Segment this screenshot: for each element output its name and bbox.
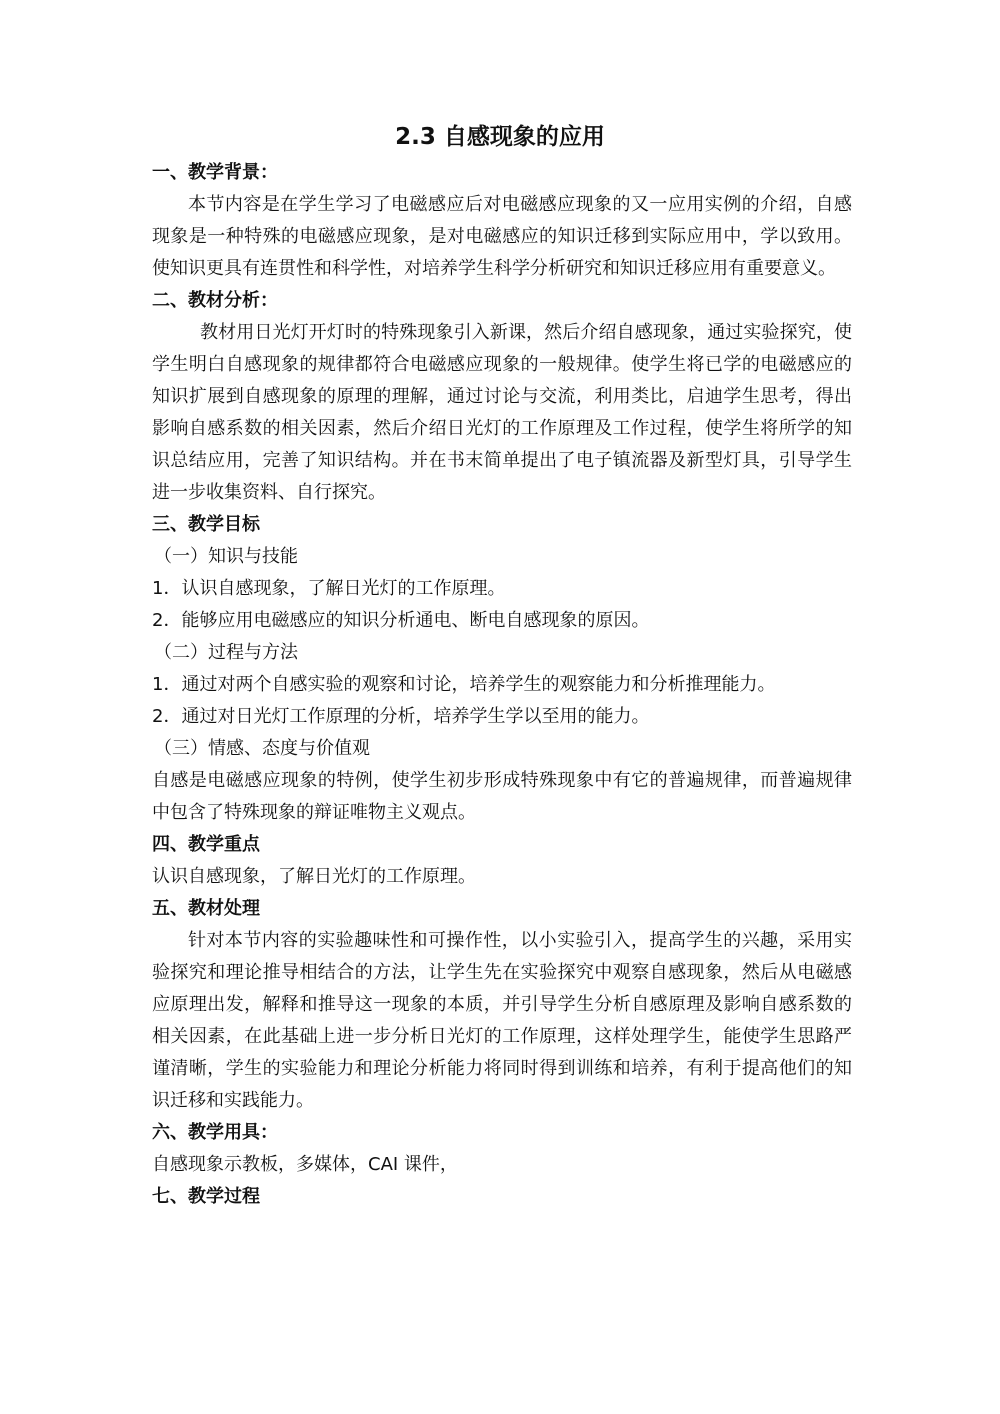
key-points-text: 认识自感现象，了解日光灯的工作原理。 (152, 866, 476, 887)
material-analysis-paragraph: 教材用日光灯开灯时的特殊现象引入新课，然后介绍自感现象，通过实验探究，使学生明白自感现象的规律都符合电磁感应现象的一般规律。使学生将已学的电磁感应的知识扩展到自感现象的原理的理解，通过讨论与交流，利用类比，启迪学生思考，得出影响自感系数的相关因素，然后介绍日光灯的工作原理及工作过程，使学生将所学的知识总结应用，完善了知识结构。并在书末简单提出了电子镇流器及新型灯具，引导学生进一步收集资料、自行探究。 (152, 322, 852, 503)
objectives-process-item-2: 2．通过对日光灯工作原理的分析，培养学生学以至用的能力。 (152, 706, 650, 727)
section-heading-key-points: 四、教学重点 (152, 834, 260, 855)
objectives-subheading-values: （三）情感、态度与价值观 (154, 738, 370, 759)
teaching-tools-text: 自感现象示教板，多媒体，CAI 课件， (152, 1154, 458, 1175)
section-heading-material-analysis: 二、教材分析： (152, 290, 278, 311)
objectives-subheading-knowledge: （一）知识与技能 (154, 546, 298, 567)
section-heading-background: 一、教学背景： (152, 162, 278, 183)
background-paragraph: 本节内容是在学生学习了电磁感应后对电磁感应现象的又一应用实例的介绍，自感现象是一种特殊的电磁感应现象，是对电磁感应的知识迁移到实际应用中，学以致用。使知识更具有连贯性和科学性，对培养学生科学分析研究和知识迁移应用有重要意义。 (152, 194, 852, 279)
section-heading-teaching-process: 七、教学过程 (152, 1186, 260, 1207)
document-body (152, 157, 852, 1213)
objectives-subheading-process: （二）过程与方法 (154, 642, 298, 663)
objectives-process-item-1: 1．通过对两个自感实验的观察和讨论，培养学生的观察能力和分析推理能力。 (152, 674, 776, 695)
objectives-values-paragraph: 自感是电磁感应现象的特例，使学生初步形成特殊现象中有它的普遍规律，而普遍规律中包含了特殊现象的辩证唯物主义观点。 (152, 770, 852, 823)
material-handling-paragraph: 针对本节内容的实验趣味性和可操作性，以小实验引入，提高学生的兴趣，采用实验探究和理论推导相结合的方法，让学生先在实验探究中观察自感现象，然后从电磁感应原理出发，解释和推导这一现象的本质，并引导学生分析自感原理及影响自感系数的相关因素，在此基础上进一步分析日光灯的工作原理，这样处理学生，能使学生思路严谨清晰，学生的实验能力和理论分析能力将同时得到训练和培养，有利于提高他们的知识迁移和实践能力。 (152, 930, 852, 1111)
section-heading-objectives: 三、教学目标 (152, 514, 260, 535)
section-heading-teaching-tools: 六、教学用具： (152, 1122, 278, 1143)
page-title: 2.3 自感现象的应用 (395, 124, 605, 150)
objectives-knowledge-item-1: 1．认识自感现象，了解日光灯的工作原理。 (152, 578, 506, 599)
objectives-knowledge-item-2: 2．能够应用电磁感应的知识分析通电、断电自感现象的原因。 (152, 610, 650, 631)
section-heading-material-handling: 五、教材处理 (152, 898, 260, 919)
